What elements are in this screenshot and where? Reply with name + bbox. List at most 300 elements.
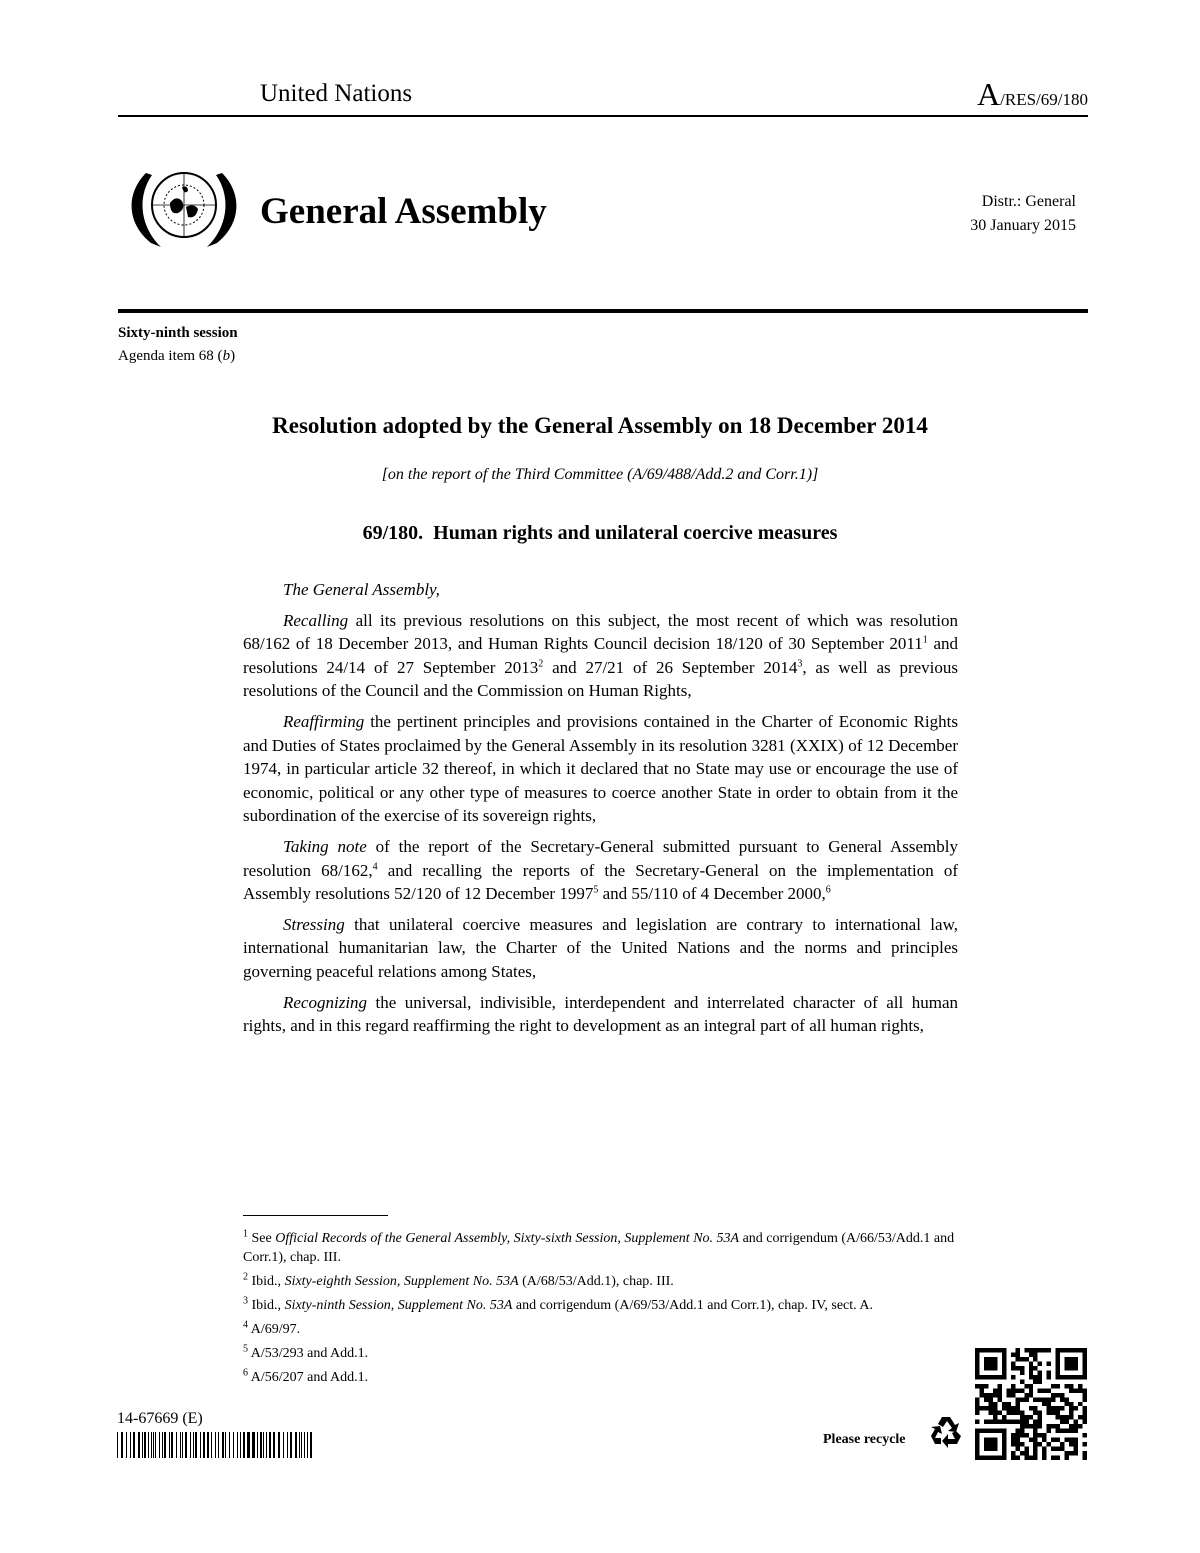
qr-module bbox=[1033, 1352, 1037, 1356]
text: A/56/207 and Add.1. bbox=[248, 1370, 369, 1385]
qr-module bbox=[1011, 1384, 1015, 1388]
recycle-icon bbox=[928, 1414, 964, 1450]
distribution-block bbox=[970, 190, 1076, 238]
qr-module bbox=[1065, 1456, 1069, 1460]
body-name: General Assembly bbox=[260, 191, 547, 232]
barcode-bar bbox=[273, 1432, 274, 1458]
barcode-bar bbox=[142, 1432, 143, 1458]
qr-module bbox=[1083, 1388, 1087, 1392]
qr-module bbox=[1051, 1447, 1055, 1451]
qr-module bbox=[1033, 1379, 1037, 1383]
qr-module bbox=[975, 1456, 1006, 1460]
barcode-bar bbox=[248, 1432, 249, 1458]
qr-module bbox=[1006, 1411, 1010, 1415]
qr-module bbox=[1038, 1361, 1042, 1365]
qr-module bbox=[1083, 1411, 1087, 1415]
qr-module bbox=[979, 1406, 983, 1410]
qr-module bbox=[1065, 1451, 1069, 1455]
footnote bbox=[243, 1320, 958, 1339]
qr-module bbox=[1029, 1384, 1033, 1388]
qr-module bbox=[1056, 1348, 1087, 1352]
text: Ibid., bbox=[248, 1298, 285, 1313]
barcode-bar bbox=[222, 1432, 224, 1458]
qr-module bbox=[1047, 1348, 1051, 1352]
qr-module bbox=[979, 1393, 983, 1397]
qr-module bbox=[1024, 1456, 1028, 1460]
barcode-bar bbox=[207, 1432, 209, 1458]
barcode-bar bbox=[176, 1432, 177, 1458]
qr-module bbox=[984, 1420, 988, 1424]
symbol-prefix: A bbox=[977, 76, 1001, 112]
footnote-rule bbox=[243, 1215, 388, 1216]
qr-module bbox=[1011, 1393, 1015, 1397]
text: all its previous resolutions on this subject, the most recent of which was resolution 68/162 of 18 December 2013, and Human Rights Council decision 18/120 of 30 September 2011 bbox=[243, 610, 958, 654]
qr-module bbox=[1074, 1420, 1078, 1424]
qr-module bbox=[1060, 1415, 1064, 1419]
agenda-item bbox=[118, 345, 238, 368]
paragraph-stressing bbox=[243, 913, 958, 984]
qr-module bbox=[1074, 1406, 1078, 1410]
qr-module bbox=[1083, 1442, 1087, 1446]
footnote-ref[interactable]: 3 bbox=[797, 658, 803, 670]
qr-module bbox=[1011, 1388, 1015, 1392]
footnote bbox=[243, 1344, 958, 1363]
barcode-bar bbox=[121, 1432, 123, 1458]
qr-code-icon bbox=[975, 1348, 1087, 1460]
italic-text: Official Records of the General Assembly, Sixty-sixth Session, Supplement No. 53A bbox=[275, 1231, 740, 1246]
qr-module bbox=[1047, 1402, 1051, 1406]
barcode-bar bbox=[144, 1432, 145, 1458]
qr-module bbox=[1015, 1357, 1019, 1361]
qr-module bbox=[975, 1420, 979, 1424]
barcode-bar bbox=[304, 1432, 305, 1458]
qr-module bbox=[1038, 1379, 1042, 1383]
text: See bbox=[248, 1231, 276, 1246]
qr-module bbox=[1069, 1388, 1073, 1392]
qr-module bbox=[1029, 1348, 1033, 1352]
barcode-bar bbox=[247, 1432, 248, 1458]
qr-module bbox=[1033, 1397, 1037, 1401]
qr-module bbox=[1033, 1429, 1037, 1433]
qr-module bbox=[1020, 1451, 1024, 1455]
qr-module bbox=[1011, 1366, 1015, 1370]
qr-module bbox=[975, 1411, 979, 1415]
qr-module bbox=[1033, 1406, 1037, 1410]
qr-module bbox=[1002, 1420, 1006, 1424]
qr-module bbox=[1002, 1429, 1006, 1460]
barcode-bar bbox=[299, 1432, 300, 1458]
qr-module bbox=[1020, 1357, 1024, 1361]
header-rule bbox=[118, 115, 1088, 117]
qr-module bbox=[1047, 1424, 1051, 1428]
text: (A/68/53/Add.1), chap. III. bbox=[518, 1274, 674, 1289]
qr-module bbox=[1078, 1424, 1082, 1428]
qr-module bbox=[1033, 1456, 1037, 1460]
qr-module bbox=[1006, 1402, 1010, 1406]
agenda-text: Agenda item 68 ( bbox=[118, 348, 223, 364]
barcode-bar bbox=[295, 1432, 297, 1458]
qr-module bbox=[1006, 1388, 1010, 1392]
qr-module bbox=[1069, 1415, 1073, 1419]
barcode-bar bbox=[233, 1432, 234, 1458]
qr-module bbox=[1024, 1357, 1028, 1361]
qr-module bbox=[1056, 1415, 1060, 1419]
text: and 27/21 of 26 September 2014 bbox=[543, 657, 798, 677]
qr-module bbox=[1011, 1361, 1015, 1365]
distribution: Distr.: General bbox=[981, 193, 1076, 210]
qr-module bbox=[1060, 1397, 1064, 1401]
qr-module bbox=[1060, 1429, 1064, 1433]
qr-module bbox=[1020, 1379, 1024, 1383]
qr-module bbox=[975, 1384, 979, 1388]
footnote-ref[interactable]: 1 bbox=[922, 634, 928, 646]
qr-module bbox=[1015, 1406, 1019, 1410]
qr-module bbox=[1069, 1411, 1073, 1415]
qr-module bbox=[1042, 1456, 1046, 1460]
barcode-bar bbox=[126, 1432, 127, 1458]
qr-module bbox=[1024, 1433, 1028, 1437]
qr-module bbox=[1047, 1411, 1051, 1415]
footnote-ref[interactable]: 6 bbox=[825, 884, 831, 896]
qr-module bbox=[1029, 1456, 1033, 1460]
text: that unilateral coercive measures and legislation are contrary to international law, international humanitarian law, the Charter of the United Nations and the norms and principles governing peaceful relations among States, bbox=[243, 914, 958, 981]
qr-module bbox=[1069, 1406, 1073, 1410]
resolution-body bbox=[243, 578, 958, 1045]
qr-module bbox=[1015, 1447, 1019, 1451]
qr-module bbox=[1011, 1411, 1015, 1415]
qr-module bbox=[1078, 1388, 1082, 1392]
qr-module bbox=[1047, 1375, 1051, 1379]
qr-module bbox=[1033, 1424, 1037, 1428]
qr-module bbox=[1006, 1420, 1010, 1424]
barcode-bar bbox=[155, 1432, 156, 1458]
qr-module bbox=[1011, 1451, 1015, 1455]
qr-module bbox=[975, 1429, 1006, 1433]
barcode-bar bbox=[130, 1432, 131, 1458]
footnote-number: 3 bbox=[243, 1295, 248, 1307]
qr-module bbox=[1051, 1456, 1055, 1460]
paragraph-taking-note bbox=[243, 835, 958, 906]
qr-module bbox=[1024, 1397, 1028, 1401]
barcode-bar bbox=[301, 1432, 302, 1458]
qr-module bbox=[1015, 1348, 1019, 1352]
resolution-title: Resolution adopted by the General Assembly on 18 December 2014 bbox=[272, 413, 928, 438]
qr-module bbox=[1069, 1402, 1073, 1406]
lead: Reaffirming bbox=[283, 711, 365, 731]
qr-module bbox=[993, 1393, 997, 1397]
qr-module bbox=[1015, 1402, 1019, 1406]
qr-module bbox=[1006, 1406, 1010, 1410]
qr-module bbox=[1060, 1393, 1064, 1397]
qr-module bbox=[1011, 1438, 1015, 1442]
qr-module bbox=[993, 1415, 997, 1419]
qr-module bbox=[997, 1420, 1001, 1424]
qr-module bbox=[1024, 1451, 1028, 1455]
qr-module bbox=[1011, 1420, 1015, 1424]
qr-module bbox=[1020, 1442, 1024, 1446]
qr-module bbox=[1011, 1375, 1015, 1379]
qr-module bbox=[1015, 1352, 1019, 1356]
qr-module bbox=[1038, 1420, 1042, 1424]
barcode-bar bbox=[117, 1432, 118, 1458]
qr-module bbox=[984, 1393, 988, 1397]
barcode-bar bbox=[215, 1432, 216, 1458]
qr-module bbox=[1047, 1361, 1051, 1365]
qr-module bbox=[1065, 1415, 1069, 1419]
barcode-bar bbox=[225, 1432, 226, 1458]
qr-module bbox=[1056, 1456, 1060, 1460]
qr-module bbox=[1029, 1393, 1033, 1397]
qr-module bbox=[1038, 1415, 1042, 1419]
qr-module bbox=[1065, 1420, 1069, 1424]
barcode-bar bbox=[240, 1432, 241, 1458]
qr-module bbox=[1042, 1397, 1046, 1401]
qr-module bbox=[1056, 1406, 1060, 1410]
qr-module bbox=[1069, 1424, 1073, 1428]
qr-module bbox=[1083, 1415, 1087, 1419]
qr-module bbox=[1011, 1442, 1015, 1446]
qr-module bbox=[1083, 1393, 1087, 1397]
qr-module bbox=[1033, 1433, 1037, 1437]
qr-module bbox=[1015, 1388, 1019, 1392]
footnote bbox=[243, 1296, 958, 1315]
text: A/69/97. bbox=[248, 1322, 301, 1337]
qr-module bbox=[1015, 1366, 1019, 1370]
qr-module bbox=[975, 1402, 979, 1406]
issue-date: 30 January 2015 bbox=[970, 217, 1076, 234]
recycle-label: Please recycle bbox=[823, 1432, 906, 1447]
document-symbol bbox=[977, 76, 1088, 113]
qr-module bbox=[979, 1384, 983, 1388]
qr-module bbox=[1069, 1429, 1073, 1433]
qr-module bbox=[1078, 1415, 1082, 1419]
session-block bbox=[118, 322, 238, 368]
qr-module bbox=[1069, 1384, 1073, 1388]
qr-module bbox=[1038, 1424, 1042, 1428]
footnote bbox=[243, 1368, 958, 1387]
barcode-bar bbox=[290, 1432, 292, 1458]
qr-module bbox=[1020, 1429, 1024, 1433]
qr-module bbox=[1015, 1456, 1019, 1460]
footnote-ref[interactable]: 5 bbox=[593, 884, 599, 896]
text: the universal, indivisible, interdependent and interrelated character of all human rights, and in this regard reaffirming the right to development as an integral part of all human rights, bbox=[243, 992, 958, 1036]
qr-module bbox=[1038, 1411, 1042, 1415]
qr-module bbox=[1083, 1406, 1087, 1410]
symbol-rest: /RES/69/180 bbox=[1000, 90, 1088, 109]
qr-module bbox=[1020, 1370, 1024, 1374]
lead: Recognizing bbox=[283, 992, 368, 1012]
qr-module bbox=[993, 1420, 997, 1424]
qr-module bbox=[984, 1397, 988, 1401]
italic-text: Sixty-ninth Session, Supplement No. 53A bbox=[284, 1298, 513, 1313]
qr-module bbox=[1033, 1348, 1037, 1352]
barcode-bar bbox=[253, 1432, 255, 1458]
barcode-bar bbox=[311, 1432, 312, 1458]
footnotes bbox=[243, 1229, 958, 1392]
barcode-bar bbox=[270, 1432, 271, 1458]
footnote-ref[interactable]: 2 bbox=[538, 658, 544, 670]
qr-module bbox=[1069, 1438, 1073, 1442]
qr-module bbox=[1083, 1433, 1087, 1437]
footnote-number: 1 bbox=[243, 1228, 248, 1240]
barcode-bar bbox=[162, 1432, 163, 1458]
footnote-ref[interactable]: 4 bbox=[372, 860, 378, 872]
qr-module bbox=[1056, 1384, 1060, 1388]
qr-module bbox=[1065, 1438, 1069, 1442]
qr-module bbox=[1033, 1442, 1037, 1446]
session-name: Sixty-ninth session bbox=[118, 325, 238, 341]
qr-module bbox=[1047, 1442, 1051, 1446]
agenda-close: ) bbox=[230, 348, 236, 364]
qr-module bbox=[1002, 1348, 1006, 1379]
paragraph-reaffirming bbox=[243, 710, 958, 828]
qr-module bbox=[1083, 1348, 1087, 1379]
qr-module bbox=[1060, 1406, 1064, 1410]
qr-module bbox=[1038, 1397, 1042, 1401]
qr-module bbox=[1042, 1388, 1046, 1392]
barcode-bar bbox=[252, 1432, 253, 1458]
lead: Stressing bbox=[283, 914, 345, 934]
barcode-bar bbox=[138, 1432, 140, 1458]
qr-module bbox=[1020, 1415, 1024, 1419]
qr-module bbox=[1002, 1406, 1006, 1410]
qr-module bbox=[1029, 1370, 1033, 1374]
qr-module bbox=[1029, 1375, 1033, 1379]
qr-module bbox=[984, 1406, 988, 1410]
barcode-bar bbox=[266, 1432, 267, 1458]
qr-module bbox=[1029, 1366, 1033, 1370]
barcode-bar bbox=[260, 1432, 261, 1458]
barcode-bar bbox=[182, 1432, 183, 1458]
qr-module bbox=[975, 1348, 1006, 1352]
qr-module bbox=[1051, 1438, 1055, 1442]
barcode-bar bbox=[185, 1432, 187, 1458]
header-rule-thick bbox=[118, 309, 1088, 313]
qr-module bbox=[1033, 1375, 1037, 1379]
qr-module bbox=[1083, 1451, 1087, 1455]
text: the pertinent principles and provisions contained in the Charter of Economic Rights and Duties of States proclaimed by the General Assembly in its resolution 3281 (XXIX) of 12 December 1974, in particular article 32 thereof, in which it declared that no State may use or encourage the use of economic, political or any other type of measures to coerce another State in order to obtain from it the subordination of the exercise of its sovereign rights, bbox=[243, 711, 958, 826]
qr-module bbox=[1015, 1411, 1019, 1415]
barcode-bar bbox=[257, 1432, 258, 1458]
qr-module bbox=[1047, 1429, 1051, 1433]
qr-module bbox=[1047, 1406, 1051, 1410]
un-emblem-icon bbox=[126, 163, 242, 249]
qr-module bbox=[1056, 1447, 1060, 1451]
qr-module bbox=[975, 1397, 979, 1401]
footnote-number: 4 bbox=[243, 1319, 248, 1331]
qr-module bbox=[975, 1429, 979, 1460]
qr-module bbox=[1056, 1424, 1060, 1428]
qr-module bbox=[1051, 1384, 1055, 1388]
qr-module bbox=[1042, 1447, 1046, 1451]
qr-module bbox=[1020, 1397, 1024, 1401]
qr-module bbox=[997, 1411, 1001, 1415]
barcode-bar bbox=[153, 1432, 154, 1458]
qr-module bbox=[975, 1375, 1006, 1379]
footnote bbox=[243, 1272, 958, 1291]
qr-module bbox=[1029, 1438, 1033, 1442]
qr-module bbox=[1029, 1406, 1033, 1410]
text: and 55/110 of 4 December 2000, bbox=[598, 884, 826, 904]
qr-module bbox=[975, 1348, 979, 1379]
qr-module bbox=[1074, 1388, 1078, 1392]
barcode-bar bbox=[169, 1432, 170, 1458]
barcode-bar bbox=[243, 1432, 244, 1458]
barcode-bar bbox=[148, 1432, 149, 1458]
qr-module bbox=[1083, 1397, 1087, 1401]
qr-module bbox=[1074, 1442, 1078, 1446]
qr-module bbox=[1078, 1402, 1082, 1406]
qr-module bbox=[1020, 1433, 1024, 1437]
lead: Recalling bbox=[283, 610, 349, 630]
qr-module bbox=[1051, 1411, 1055, 1415]
qr-module bbox=[1069, 1442, 1073, 1446]
agenda-letter: b bbox=[222, 348, 231, 364]
paragraph-recalling bbox=[243, 609, 958, 703]
qr-module bbox=[1038, 1348, 1042, 1352]
barcode-bar bbox=[133, 1432, 135, 1458]
barcode-bar bbox=[200, 1432, 202, 1458]
qr-module bbox=[988, 1397, 992, 1401]
qr-module bbox=[1033, 1420, 1037, 1424]
qr-module bbox=[1042, 1402, 1046, 1406]
qr-module bbox=[993, 1406, 997, 1410]
paragraph-recognizing bbox=[243, 991, 958, 1038]
qr-module bbox=[997, 1384, 1001, 1388]
qr-module bbox=[975, 1406, 979, 1410]
barcode-bar bbox=[211, 1432, 212, 1458]
qr-module bbox=[1029, 1424, 1033, 1428]
qr-module bbox=[1015, 1433, 1019, 1437]
qr-module bbox=[1074, 1451, 1078, 1455]
qr-module bbox=[1029, 1352, 1033, 1356]
text: and corrigendum (A/66/53/Add.1 and Corr.1), chap. III. bbox=[243, 1231, 955, 1265]
barcode-bar bbox=[193, 1432, 194, 1458]
qr-module bbox=[1020, 1366, 1024, 1370]
barcode-bar bbox=[203, 1432, 205, 1458]
qr-module bbox=[993, 1411, 997, 1415]
qr-module bbox=[1033, 1411, 1037, 1415]
qr-module bbox=[1024, 1420, 1028, 1424]
barcode-icon bbox=[117, 1432, 315, 1458]
qr-module bbox=[1024, 1415, 1028, 1419]
qr-module bbox=[1074, 1429, 1078, 1433]
qr-module bbox=[1015, 1442, 1019, 1446]
barcode-bar bbox=[180, 1432, 181, 1458]
qr-module bbox=[997, 1397, 1001, 1401]
qr-module bbox=[988, 1420, 992, 1424]
footnote bbox=[243, 1229, 958, 1267]
qr-module bbox=[988, 1406, 992, 1410]
qr-module bbox=[1051, 1393, 1055, 1397]
report-reference: [on the report of the Third Committee (A/69/488/Add.2 and Corr.1)] bbox=[381, 466, 819, 483]
resolution-heading: 69/180. Human rights and unilateral coercive measures bbox=[362, 522, 838, 544]
qr-module bbox=[1024, 1447, 1028, 1451]
barcode-bar bbox=[310, 1432, 311, 1458]
qr-module bbox=[1033, 1438, 1037, 1442]
qr-module bbox=[984, 1438, 997, 1451]
qr-module bbox=[1051, 1424, 1055, 1428]
qr-module bbox=[1047, 1397, 1051, 1401]
qr-module bbox=[1020, 1388, 1024, 1392]
qr-module bbox=[1029, 1388, 1033, 1392]
qr-module bbox=[988, 1393, 992, 1397]
footnote-number: 2 bbox=[243, 1271, 248, 1283]
footnote-number: 6 bbox=[243, 1367, 248, 1379]
text: , as well as previous resolutions of the Council and the Commission on Human Rights, bbox=[243, 657, 958, 701]
qr-module bbox=[1011, 1433, 1015, 1437]
qr-module bbox=[1065, 1429, 1069, 1433]
